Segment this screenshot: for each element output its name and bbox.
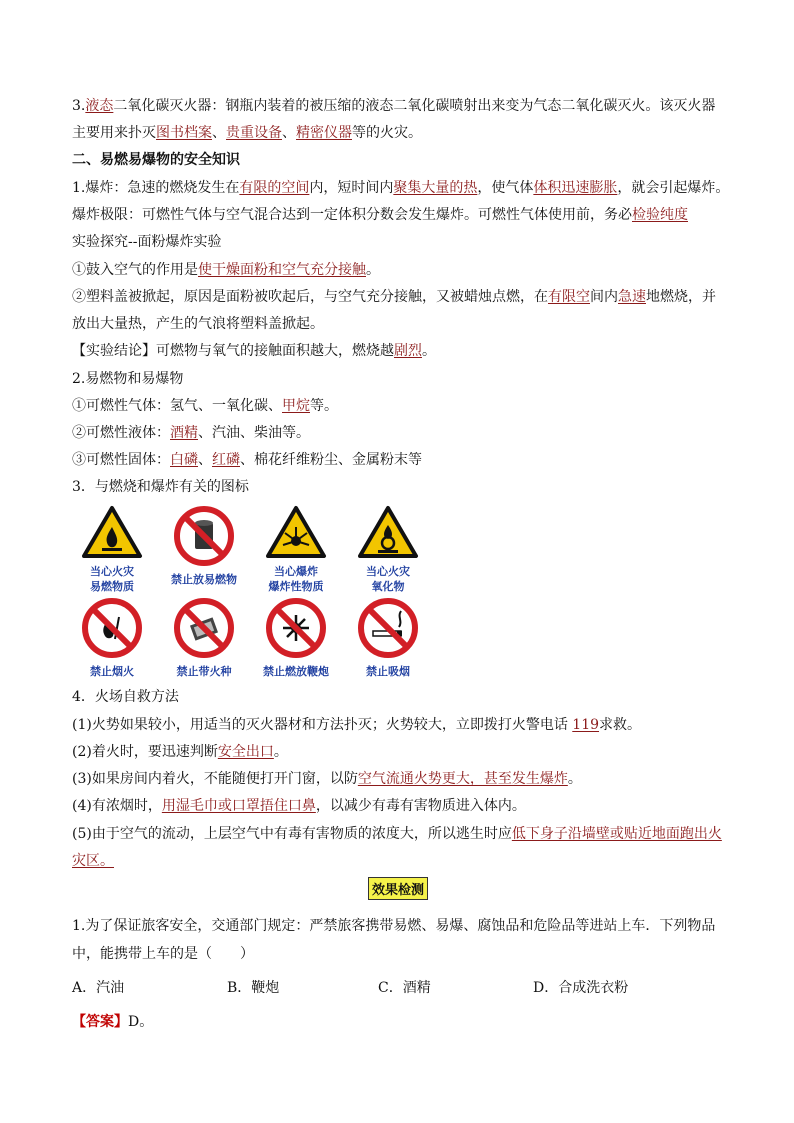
answer-options: [72, 979, 672, 997]
icon-label: 禁止燃放鞭炮: [263, 665, 329, 678]
text-line-12: ①可燃性气体：氢气、一氧化碳、甲烷等。: [72, 398, 338, 414]
answer-fill: 有限的空间: [239, 180, 310, 196]
text-line-9: 放出大量热，产生的气浪将塑料盖掀起。: [72, 316, 324, 332]
answer-fill: 白磷: [170, 452, 198, 468]
text-line-15: 3．与燃烧和爆炸有关的图标: [72, 479, 249, 495]
text-line-4: 1.爆炸：急速的燃烧发生在有限的空间内，短时间内聚集大量的热，使气体体积迅速膨胀，就会引起爆炸。: [72, 180, 730, 196]
icon-label: 禁止烟火: [90, 665, 134, 678]
answer-fill: 急速: [618, 289, 646, 305]
icon-label: 禁止放易燃物: [171, 573, 237, 586]
text-line-20: (4)有浓烟时，用湿毛巾或口罩捂住口鼻，以减少有毒有害物质进入体内。: [72, 798, 526, 814]
answer-fill: 液态: [85, 98, 114, 114]
icon-label: 当心火灾: [366, 565, 410, 578]
text-line-17: (1)火势如果较小，用适当的灭火器材和方法扑灭；火势较大，立即拨打火警电话 119求救。: [72, 717, 642, 733]
flammable-warning-icon: [81, 505, 143, 559]
icon-label: 禁止吸烟: [366, 665, 410, 678]
answer-fill: 有限空: [548, 289, 590, 305]
answer-value: D。: [128, 1014, 154, 1030]
icon-label: 爆炸性物质: [268, 580, 324, 593]
icon-label: 当心火灾: [90, 565, 134, 578]
icon-cell: [348, 597, 428, 678]
question-line-1: 1.为了保证旅客安全，交通部门规定：严禁旅客携带易燃、易爆、腐蚀品和危险品等进站上车．下列物品: [72, 918, 716, 934]
text-line-5: 爆炸极限：可燃性气体与空气混合达到一定体积分数会发生爆炸。可燃性气体使用前，务必检验纯度: [72, 207, 688, 223]
icon-label: 禁止带火种: [176, 665, 232, 678]
no-open-flame-icon: [81, 597, 143, 659]
no-flammables-icon: [173, 505, 235, 567]
option-a[interactable]: A．汽油: [72, 980, 125, 996]
icon-cell: [256, 597, 336, 678]
no-smoking-icon: [357, 597, 419, 659]
section-heading: 二、易燃易爆物的安全知识: [72, 152, 240, 168]
text-line-7: ①鼓入空气的作用是使干燥面粉和空气充分接触。: [72, 262, 380, 278]
answer-fill: 低下身子沿墙壁或贴近地面跑出火: [511, 826, 722, 842]
text-line-22: [72, 852, 114, 870]
answer-fill: 119: [572, 717, 600, 733]
text-line-16: 4．火场自救方法: [72, 689, 179, 705]
answer-fill: 精密仪器: [296, 125, 352, 141]
answer-fill: 剧烈: [394, 343, 422, 359]
icon-label: 易燃物质: [90, 580, 134, 593]
answer-fill: 红磷: [212, 452, 240, 468]
question-line-2: 中，能携带上车的是（ ）: [72, 946, 254, 962]
answer-fill: 空气流通火势更大，甚至发生爆炸: [357, 771, 568, 787]
answer-fill: 安全出口: [217, 744, 274, 760]
section-badge: 效果检测: [368, 877, 428, 900]
text-line-2: 主要用来扑灭图书档案、贵重设备、精密仪器等的火灾。: [72, 125, 422, 141]
text-line-21: (5)由于空气的流动，上层空气中有毒有害物质的浓度大，所以逃生时应低下身子沿墙壁或贴近地面跑出火: [72, 826, 722, 842]
icon-cell: [164, 505, 244, 586]
text-line-11: 2.易燃物和易爆物: [72, 371, 184, 387]
icon-cell: [72, 505, 152, 593]
text-line-14: ③可燃性固体：白磷、红磷、棉花纤维粉尘、金属粉末等: [72, 452, 422, 468]
answer-fill: 灾区。: [72, 853, 114, 869]
icon-cell: [348, 505, 428, 593]
answer-fill: 用湿毛巾或口罩捂住口鼻: [161, 798, 316, 814]
safety-icons-grid: [72, 505, 452, 680]
answer-fill: 体积迅速膨胀: [533, 180, 618, 196]
icon-label: 氧化物: [371, 580, 405, 593]
answer-line: [72, 1013, 153, 1031]
answer-fill: 酒精: [170, 425, 198, 441]
answer-fill: 图书档案: [156, 125, 212, 141]
answer-tag: 【答案】: [72, 1014, 128, 1030]
text-line-8: ②塑料盖被掀起，原因是面粉被吹起后，与空气充分接触，又被蜡烛点燃，在有限空间内急速地燃烧，并: [72, 289, 716, 305]
answer-fill: 贵重设备: [226, 125, 282, 141]
text-line-19: (3)如果房间内着火，不能随便打开门窗，以防空气流通火势更大，甚至发生爆炸。: [72, 771, 582, 787]
no-firecrackers-icon: [265, 597, 327, 659]
text-line-1: 3.液态二氧化碳灭火器：钢瓶内装着的被压缩的液态二氧化碳喷射出来变为气态二氧化碳灭火。该灭火器: [72, 98, 716, 114]
text-line-18: (2)着火时，要迅速判断安全出口。: [72, 744, 288, 760]
option-c[interactable]: C．酒精: [378, 980, 431, 996]
text-line-6: 实验探究--面粉爆炸实验: [72, 234, 222, 250]
icon-cell: [164, 597, 244, 678]
text-line-13: ②可燃性液体：酒精、汽油、柴油等。: [72, 425, 310, 441]
icon-label: 当心爆炸: [274, 565, 318, 578]
oxidizer-warning-icon: [357, 505, 419, 559]
no-fire-source-icon: [173, 597, 235, 659]
answer-fill: 聚集大量的热: [393, 180, 478, 196]
answer-fill: 检验纯度: [632, 207, 688, 223]
option-d[interactable]: D．合成洗衣粉: [533, 980, 629, 996]
text-line-10: 【实验结论】可燃物与氧气的接触面积越大，燃烧越剧烈。: [72, 343, 436, 359]
option-b[interactable]: B．鞭炮: [227, 980, 280, 996]
explosive-warning-icon: [265, 505, 327, 559]
answer-fill: 甲烷: [282, 398, 310, 414]
icon-cell: [256, 505, 336, 593]
icon-cell: [72, 597, 152, 678]
answer-fill: 使干燥面粉和空气充分接触: [198, 262, 366, 278]
